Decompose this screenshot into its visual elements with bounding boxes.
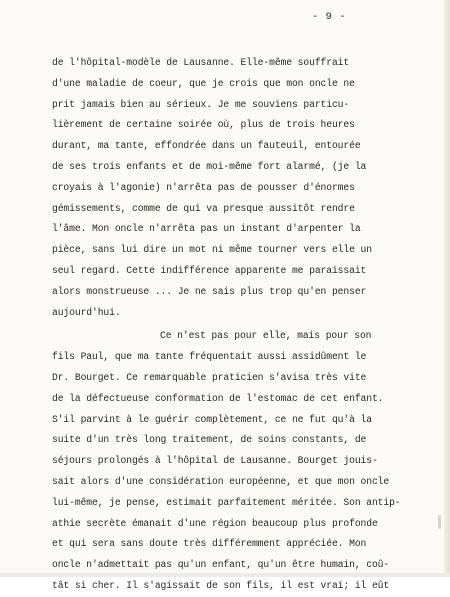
text-line: fils Paul, que ma tante fréquentait aussi assidûment le: [52, 351, 367, 363]
text-line: oncle n'admettait pas qu'un enfant, qu'un être humain, coû-: [52, 559, 390, 571]
body-text: [52, 53, 442, 597]
text-line: croyais à l'agonie) n'arrêta pas de pousser d'énormes: [52, 181, 355, 193]
text-line: de la défectueuse conformation de l'estomac de cet enfant.: [52, 392, 384, 404]
text-line: aujourd'hui.: [52, 306, 121, 318]
text-line: suite d'un très long traitement, de soins constants, de: [52, 434, 367, 446]
text-line: de l'hôpital-modèle de Lausanne. Elle-même souffrait: [52, 57, 350, 68]
page-bottom-edge: [0, 573, 450, 577]
paragraph-first-line: Ce n'est pas pour elle, mais pour son: [160, 330, 372, 342]
text-line: seul regard. Cette indifférence apparente me paraissait: [52, 264, 367, 276]
text-line: et qui sera sans doute très différemment appréciée. Mon: [52, 538, 367, 550]
text-line: pièce, sans lui dire un mot ni même tourner vers elle un: [52, 244, 372, 256]
text-line: prit jamais bien au sérieux. Je me souviens particu-: [52, 98, 350, 110]
text-line: tât si cher. Il s'agissait de son fils, il est vrai; il eût: [52, 579, 390, 591]
text-line: séjours prolongés à l'hôpital de Lausanne. Bourget jouis-: [52, 455, 378, 467]
text-line: athie secrète émanait d'une région beaucoup plus profonde: [52, 517, 378, 529]
text-line: l'âme. Mon oncle n'arrêta pas un instant d'arpenter la: [52, 223, 361, 235]
text-line: Dr. Bourget. Ce remarquable praticien s'avisa très vite: [52, 371, 367, 383]
paper-mark: [438, 515, 441, 529]
text-line: alors monstrueuse ... Je ne sais plus trop qu'en penser: [52, 285, 367, 297]
text-line: sait alors d'une considération européenne, et que mon oncle: [52, 475, 390, 487]
text-line: lui-même, je pense, estimait parfaitement méritée. Son antip-: [52, 496, 401, 508]
text-line: lièrement de certaine soirée où, plus de trois heures: [52, 119, 355, 131]
text-line: gémissements, comme de qui va presque aussitôt rendre: [52, 202, 355, 214]
text-line: S'il parvint à le guérir complètement, ce ne fut qu'à la: [52, 413, 372, 425]
text-line: de ses trois enfants et de moi-même fort alarmé, (je la: [52, 160, 367, 172]
text-line: d'une maladie de coeur, que je crois que mon oncle ne: [52, 77, 355, 89]
page-edge: [444, 0, 450, 577]
text-line: durant, ma tante, effondrée dans un fauteuil, entourée: [52, 140, 361, 152]
page-number: - 9 -: [312, 11, 347, 23]
